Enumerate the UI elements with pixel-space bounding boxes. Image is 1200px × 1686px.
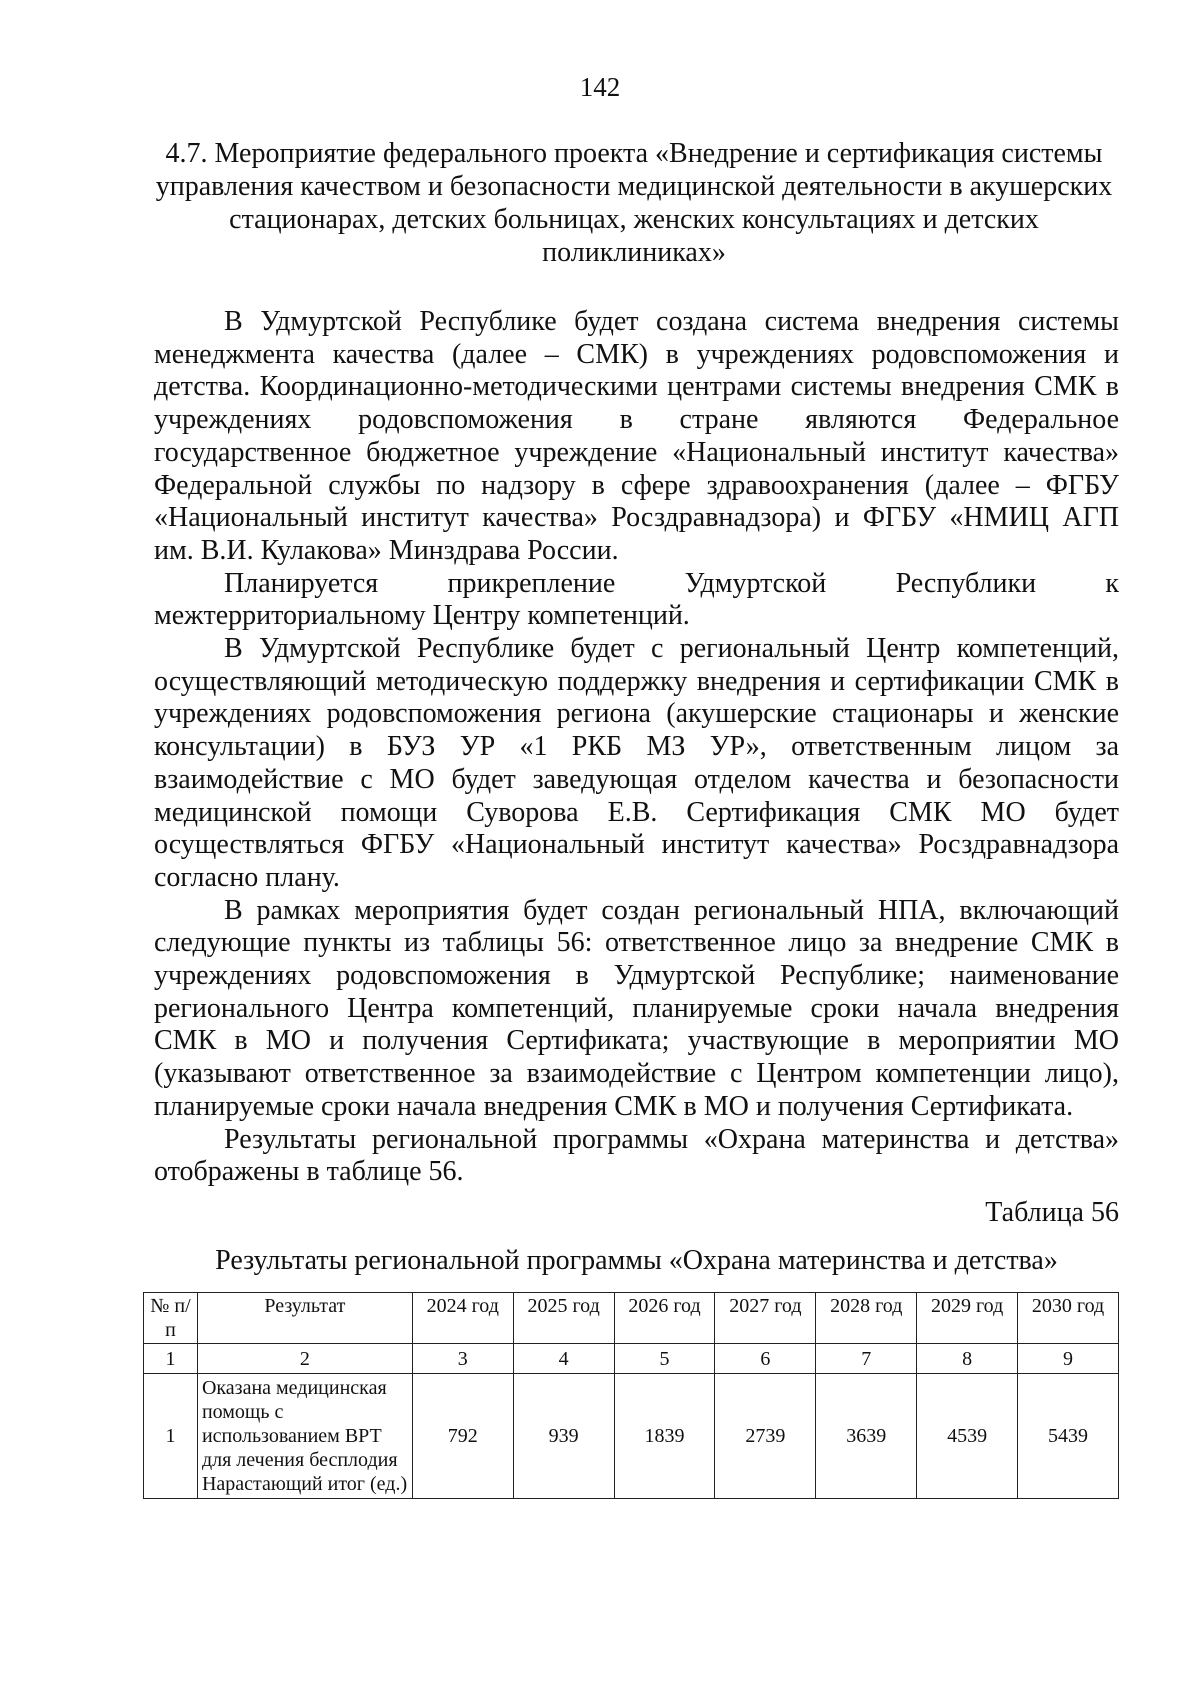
table-header-row — [144, 1293, 1119, 1344]
results-table — [143, 1292, 1119, 1499]
column-number: 2 — [197, 1344, 412, 1374]
row-value: 4539 — [917, 1374, 1018, 1499]
header-num: № п/п — [144, 1293, 198, 1344]
table-row — [144, 1374, 1119, 1499]
row-value: 939 — [513, 1374, 614, 1499]
column-number: 4 — [513, 1344, 614, 1374]
row-value: 1839 — [614, 1374, 715, 1499]
header-year: 2024 год — [412, 1293, 513, 1344]
section-heading: 4.7. Мероприятие федерального проекта «Внедрение и сертификация системы управления качеством и безопасности медицинской деятельности в акушерских стационарах, детских больницах, женских консультациях и детских поликлиниках» — [155, 138, 1113, 268]
header-year: 2025 год — [513, 1293, 614, 1344]
paragraph: В Удмуртской Республике будет с региональный Центр компетенций, осуществляющий методическую поддержку внедрения и сертификации СМК в учреждениях родовспоможения региона (акушерские стационары и женские консультации) в БУЗ УР «1 РКБ МЗ УР», ответственным лицом за взаимодействие с МО будет заведующая отделом качества и безопасности медицинской помощи Суворова Е.В. Сертификация СМК МО будет осуществляться ФГБУ «Национальный институт качества» Росздравнадзора согласно плану. — [154, 633, 1119, 893]
column-number: 3 — [412, 1344, 513, 1374]
column-number: 6 — [715, 1344, 816, 1374]
header-year: 2029 год — [917, 1293, 1018, 1344]
page-number: 142 — [579, 72, 621, 102]
header-year: 2030 год — [1018, 1293, 1119, 1344]
paragraph: Результаты региональной программы «Охрана материнства и детства» отображены в таблице 56. — [154, 1123, 1119, 1188]
paragraph: В Удмуртской Республике будет создана система внедрения системы менеджмента качества (далее – СМК) в учреждениях родовспоможения и детства. Координационно-методическими центрами системы внедрения СМК в учреждениях родовспоможения в стране являются Федеральное государственное бюджетное учреждение «Национальный институт качества» Федеральной службы по надзору в сфере здравоохранения (далее – ФГБУ «Национальный институт качества» Росздравнадзора) и ФГБУ «НМИЦ АГП им. В.И. Кулакова» Минздрава России. — [154, 306, 1119, 566]
column-number: 7 — [816, 1344, 917, 1374]
table-caption: Таблица 56 — [985, 1197, 1119, 1228]
table-title: Результаты региональной программы «Охрана материнства и детства» — [215, 1245, 1058, 1276]
paragraph: Планируется прикрепление Удмуртской Республики к межтерриториальному Центру компетенций. — [154, 567, 1119, 632]
header-year: 2027 год — [715, 1293, 816, 1344]
header-result: Результат — [197, 1293, 412, 1344]
row-value: 5439 — [1018, 1374, 1119, 1499]
row-value: 3639 — [816, 1374, 917, 1499]
header-year: 2026 год — [614, 1293, 715, 1344]
row-result: Оказана медицинская помощь с использованием ВРТ для лечения бесплодия Нарастающий итог (ед.) — [197, 1374, 412, 1499]
header-year: 2028 год — [816, 1293, 917, 1344]
column-number-row — [144, 1344, 1119, 1374]
column-number: 5 — [614, 1344, 715, 1374]
body-text — [154, 306, 1119, 1189]
column-number: 8 — [917, 1344, 1018, 1374]
row-num: 1 — [144, 1374, 198, 1499]
column-number: 1 — [144, 1344, 198, 1374]
paragraph: В рамках мероприятия будет создан региональный НПА, включающий следующие пункты из таблицы 56: ответственное лицо за внедрение СМК в учреждениях родовспоможения в Удмуртской Республике; наименование регионального Центра компетенций, планируемые сроки начала внедрения СМК в МО и получения Сертификата; участвующие в мероприятии МО (указывают ответственное за взаимодействие с Центром компетенции лицо), планируемые сроки начала внедрения СМК в МО и получения Сертификата. — [154, 894, 1119, 1122]
row-value: 792 — [412, 1374, 513, 1499]
row-value: 2739 — [715, 1374, 816, 1499]
column-number: 9 — [1018, 1344, 1119, 1374]
